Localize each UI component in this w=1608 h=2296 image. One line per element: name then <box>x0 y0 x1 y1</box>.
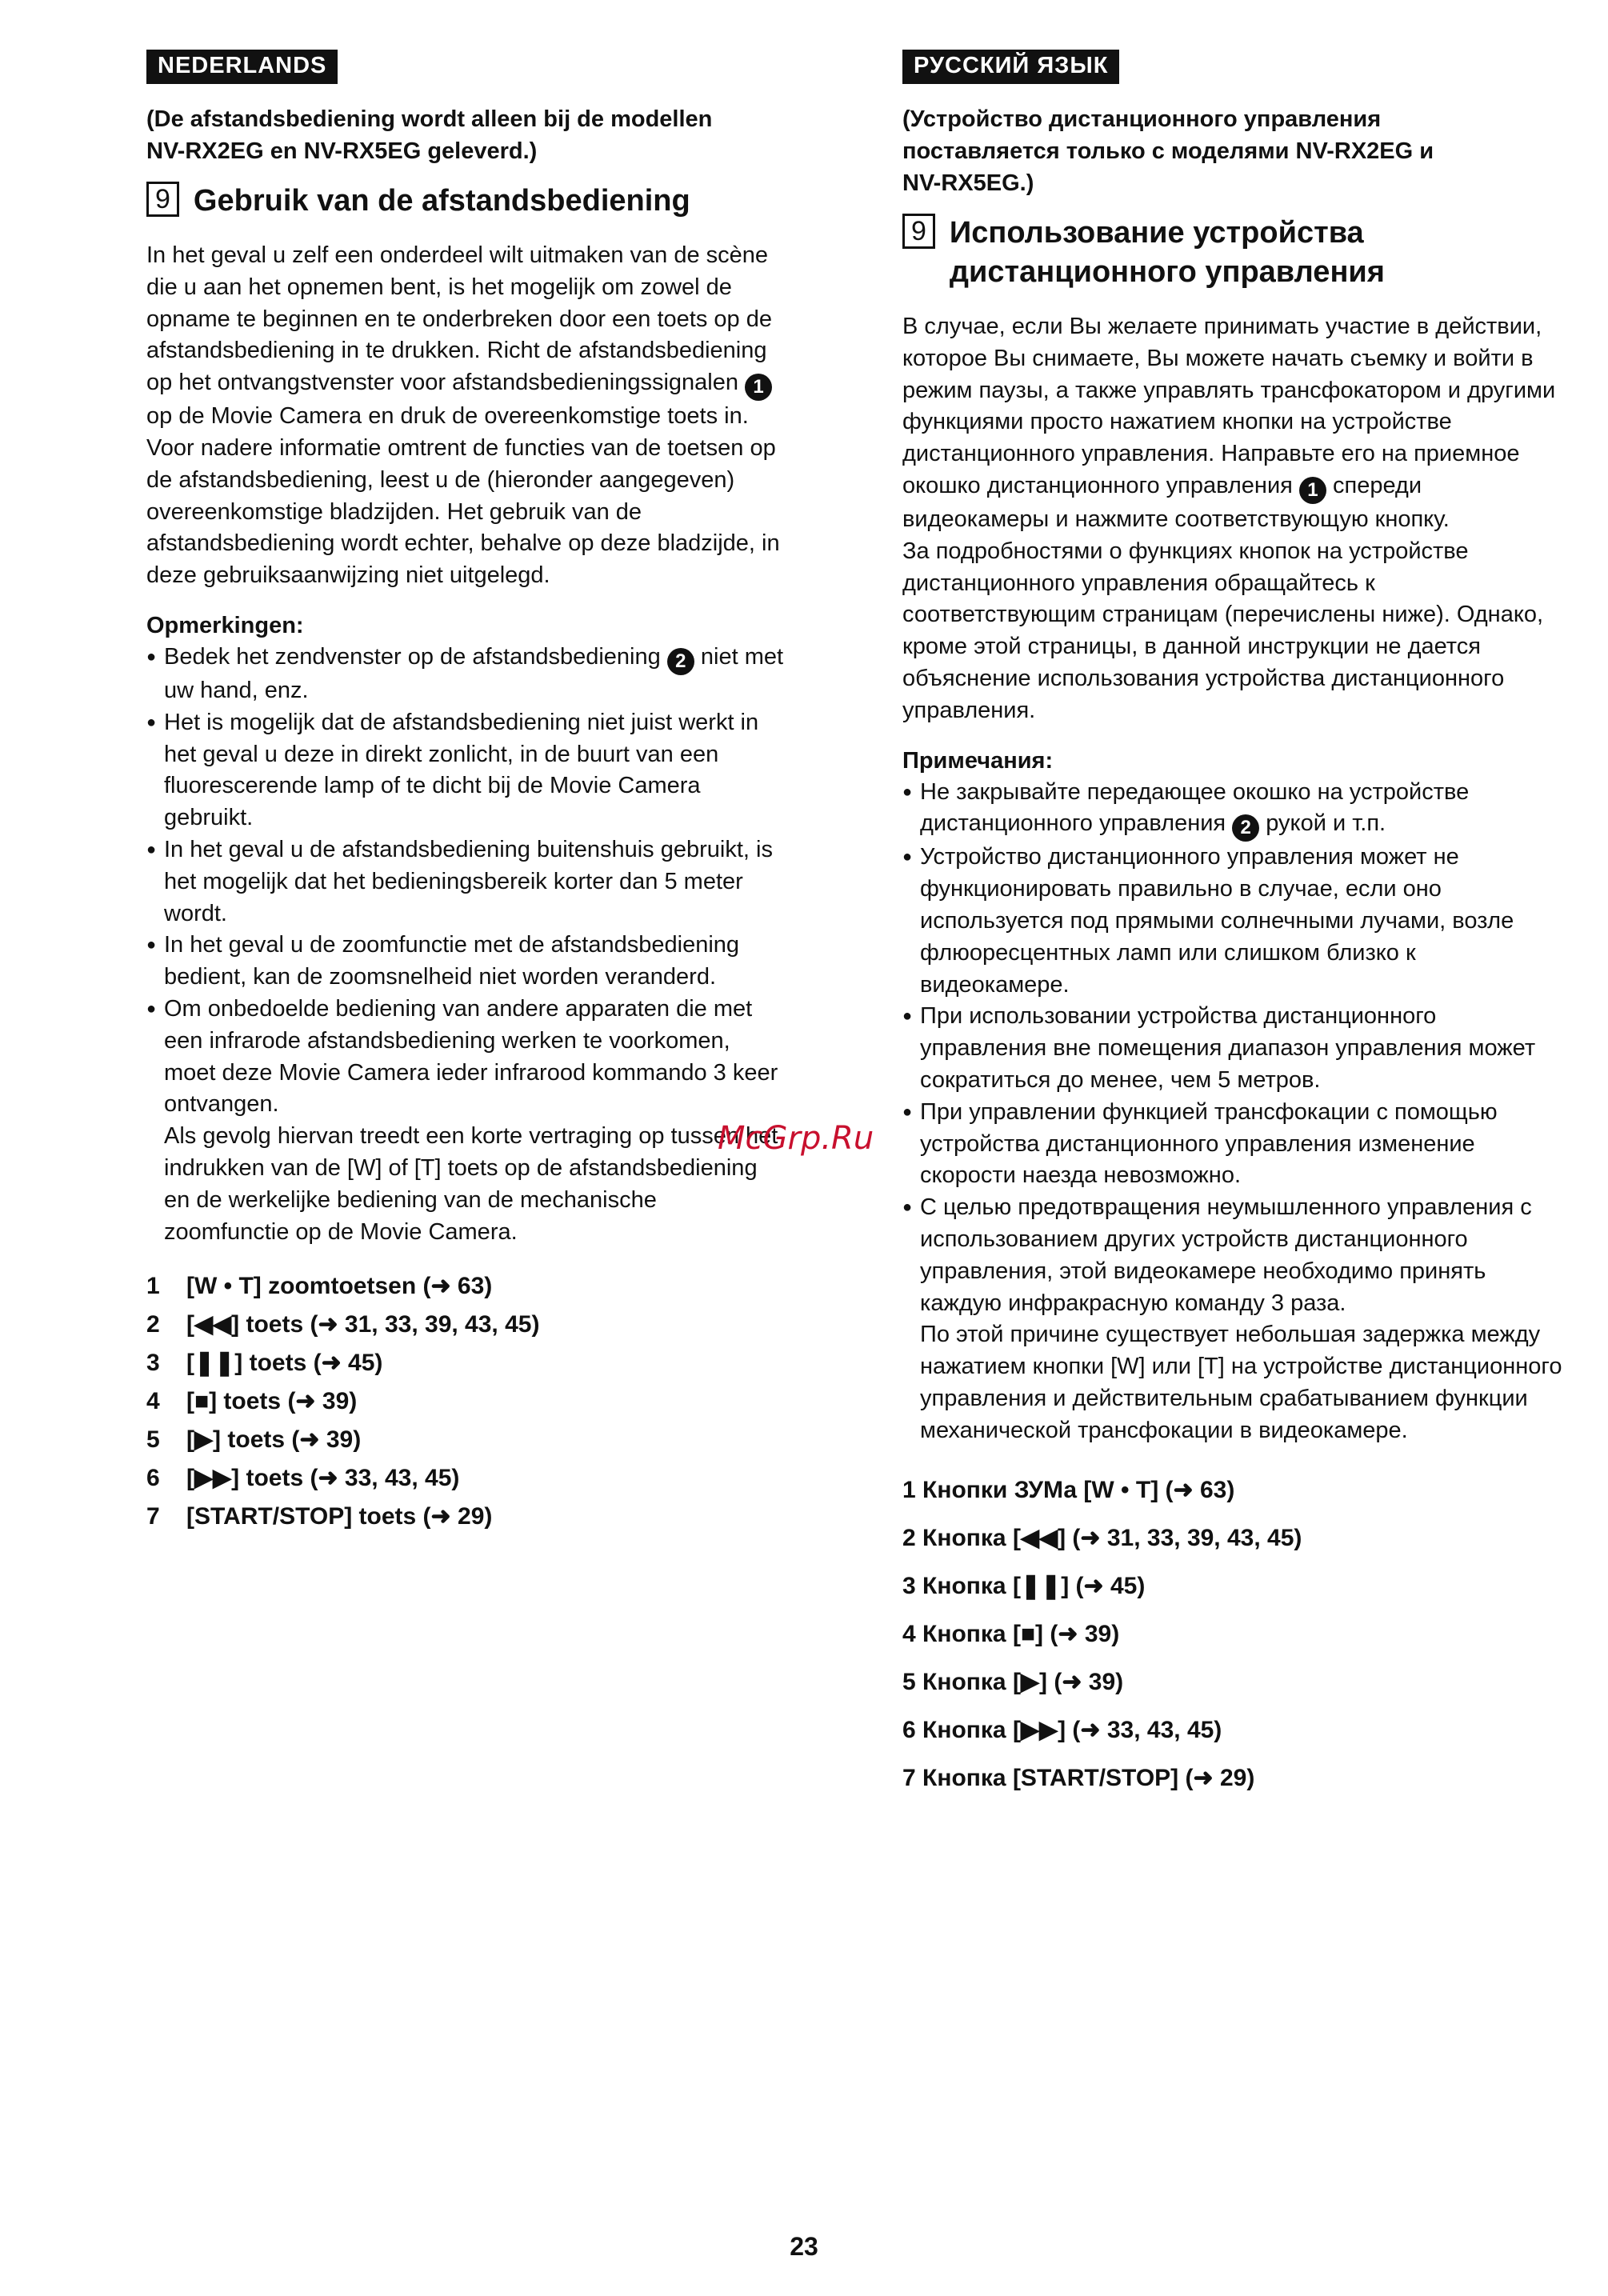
language-label: NEDERLANDS <box>146 50 338 84</box>
list-item: 2 [◀◀] toets (➜ 31, 33, 39, 43, 45) <box>146 1311 540 1338</box>
list-item: 1 Кнопки ЗУМа [W • T] (➜ 63) <box>902 1476 1235 1503</box>
list-item: 3 Кнопка [❚❚] (➜ 45) <box>902 1572 1146 1599</box>
list-item: ● Het is mogelijk dat de afstandsbediening niet juist werkt in het geval u deze in direkt zonlicht, in de buurt van een fluorescerende lamp of te dicht bij de Movie Camera gebruikt. <box>146 707 786 834</box>
list-item: 7 Кнопка [START/STOP] (➜ 29) <box>902 1764 1255 1791</box>
model-note: (Устройство дистанционного управления поставляется только с моделями NV-RX2EG и NV-RX5EG.) <box>902 106 1434 196</box>
list-item: ● При использовании устройства дистанционного управления вне помещения диапазон управления может сократиться до менее, чем 5 метров. <box>902 1001 1566 1096</box>
info-paragraph: Voor nadere informatie omtrent de functies van de toetsen op de afstandsbediening, leest u de (hieronder aangegeven) overeenkomstige bladzijden. Het gebruik van de afstandsbediening wordt echter, behalve op deze bladzijde, in deze gebruiksaanwijzing niet uitgelegd. <box>146 434 780 589</box>
section-heading <box>902 214 1566 292</box>
section-number: 9 <box>902 214 935 249</box>
section-title: Использование устройства дистанционного управления <box>949 216 1385 289</box>
section-number: 9 <box>146 182 179 217</box>
list-item: 3 [❚❚] toets (➜ 45) <box>146 1350 383 1377</box>
notes-heading: Примечания: <box>902 747 1054 774</box>
list-item: ● С целью предотвращения неумышленного управления с использованием других устройств дистанционного управления, этой видеокамере необходимо принять каждую инфракрасную команду 3 раза. По этой причине существует небольшая задержка между нажатием кнопки [W] или [T] на устройстве дистанционного управления и действительным срабатыванием функции механической трансфокации в видеокамере. <box>902 1192 1566 1446</box>
section-title: Gebruik van de afstandsbediening <box>193 184 690 218</box>
list-item: 4 Кнопка [■] (➜ 39) <box>902 1620 1120 1647</box>
callout-2-icon: 2 <box>1232 814 1259 842</box>
callout-2-icon: 2 <box>667 648 694 675</box>
list-item: ● Устройство дистанционного управления может не функционировать правильно в случае, если оно используется под прямыми солнечными лучами, возле флюоресцентных ламп или слишком близко к видеокамере. <box>902 842 1566 1001</box>
list-item: ● Не закрывайте передающее окошко на устройстве дистанционного управления 2 рукой и т.п. <box>902 777 1566 842</box>
info-paragraph: За подробностями о функциях кнопок на устройстве дистанционного управления обращайтесь к соответствующим страницам (перечислены ниже). Однако, кроме этой страницы, в данной инструкции не дается объяснение использования устройства дистанционного управления. <box>902 538 1544 723</box>
list-item: 2 Кнопка [◀◀] (➜ 31, 33, 39, 43, 45) <box>902 1524 1302 1551</box>
list-item: 6 [▶▶] toets (➜ 33, 43, 45) <box>146 1465 460 1492</box>
list-item: ● In het geval u de zoomfunctie met de afstandsbediening bedient, kan de zoomsnelheid niet worden veranderd. <box>146 930 786 994</box>
list-item: 7 [START/STOP] toets (➜ 29) <box>146 1503 493 1530</box>
callout-1-icon: 1 <box>1299 477 1326 504</box>
remote-keys-list <box>146 1267 786 1536</box>
model-note: (De afstandsbediening wordt alleen bij de modellen NV-RX2EG en NV-RX5EG geleverd.) <box>146 106 713 164</box>
remote-keys-list <box>902 1466 1566 1802</box>
notes-heading: Opmerkingen: <box>146 612 304 638</box>
list-item: ● In het geval u de afstandsbediening buitenshuis gebruikt, is het mogelijk dat het bedieningsbereik korter dan 5 meter wordt. <box>146 834 786 930</box>
list-item: 5 Кнопка [▶] (➜ 39) <box>902 1668 1124 1695</box>
list-item: ● При управлении функцией трансфокации с помощью устройства дистанционного управления изменение скорости наезда невозможно. <box>902 1097 1566 1192</box>
callout-1-icon: 1 <box>745 374 772 401</box>
dutch-column <box>146 50 786 1536</box>
list-item: ● Om onbedoelde bediening van andere apparaten die met een infrarode afstandsbediening werken te voorkomen, moet deze Movie Camera ieder infrarood kommando 3 keer ontvangen. Als gevolg hiervan treedt een korte vertraging op tussen het indrukken van de [W] of [T] toets op de afstandsbediening en de werkelijke bediening van de mechanische zoomfunctie op de Movie Camera. <box>146 994 786 1248</box>
language-label: РУССКИЙ ЯЗЫК <box>902 50 1119 84</box>
section-heading <box>146 182 786 221</box>
list-item: 5 [▶] toets (➜ 39) <box>146 1426 362 1454</box>
russian-column <box>902 50 1566 1802</box>
list-item: 1 [W • T] zoomtoetsen (➜ 63) <box>146 1273 493 1300</box>
intro-paragraph: In het geval u zelf een onderdeel wilt uitmaken van de scène die u aan het opnemen bent, is het mogelijk om zowel de opname te beginnen en te onderbreken door een toets op de afstandsbediening in te drukken. Richt de afstandsbediening op het ontvangstvenster voor afstandsbedieningssignalen 1 op de Movie Camera en druk de overeenkomstige toets in. <box>146 242 772 430</box>
list-item: 6 Кнопка [▶▶] (➜ 33, 43, 45) <box>902 1716 1222 1743</box>
page-number: 23 <box>790 2232 818 2261</box>
list-item: ● Bedek het zendvenster op de afstandsbediening 2 niet met uw hand, enz. <box>146 642 786 707</box>
notes-list <box>146 642 786 1248</box>
intro-paragraph: В случае, если Вы желаете принимать участие в действии, которое Вы снимаете, Вы можете начать съемку и войти в режим паузы, а также управлять трансфокатором и другими функциями просто нажатием кнопки на устройстве дистанционного управления. Направьте его на приемное окошко дистанционного управления 1 спереди видеокамеры и нажмите соответствующую кнопку. <box>902 314 1556 532</box>
list-item: 4 [■] toets (➜ 39) <box>146 1388 358 1415</box>
notes-list <box>902 777 1566 1447</box>
watermark: McGrp.Ru <box>718 1120 874 1157</box>
